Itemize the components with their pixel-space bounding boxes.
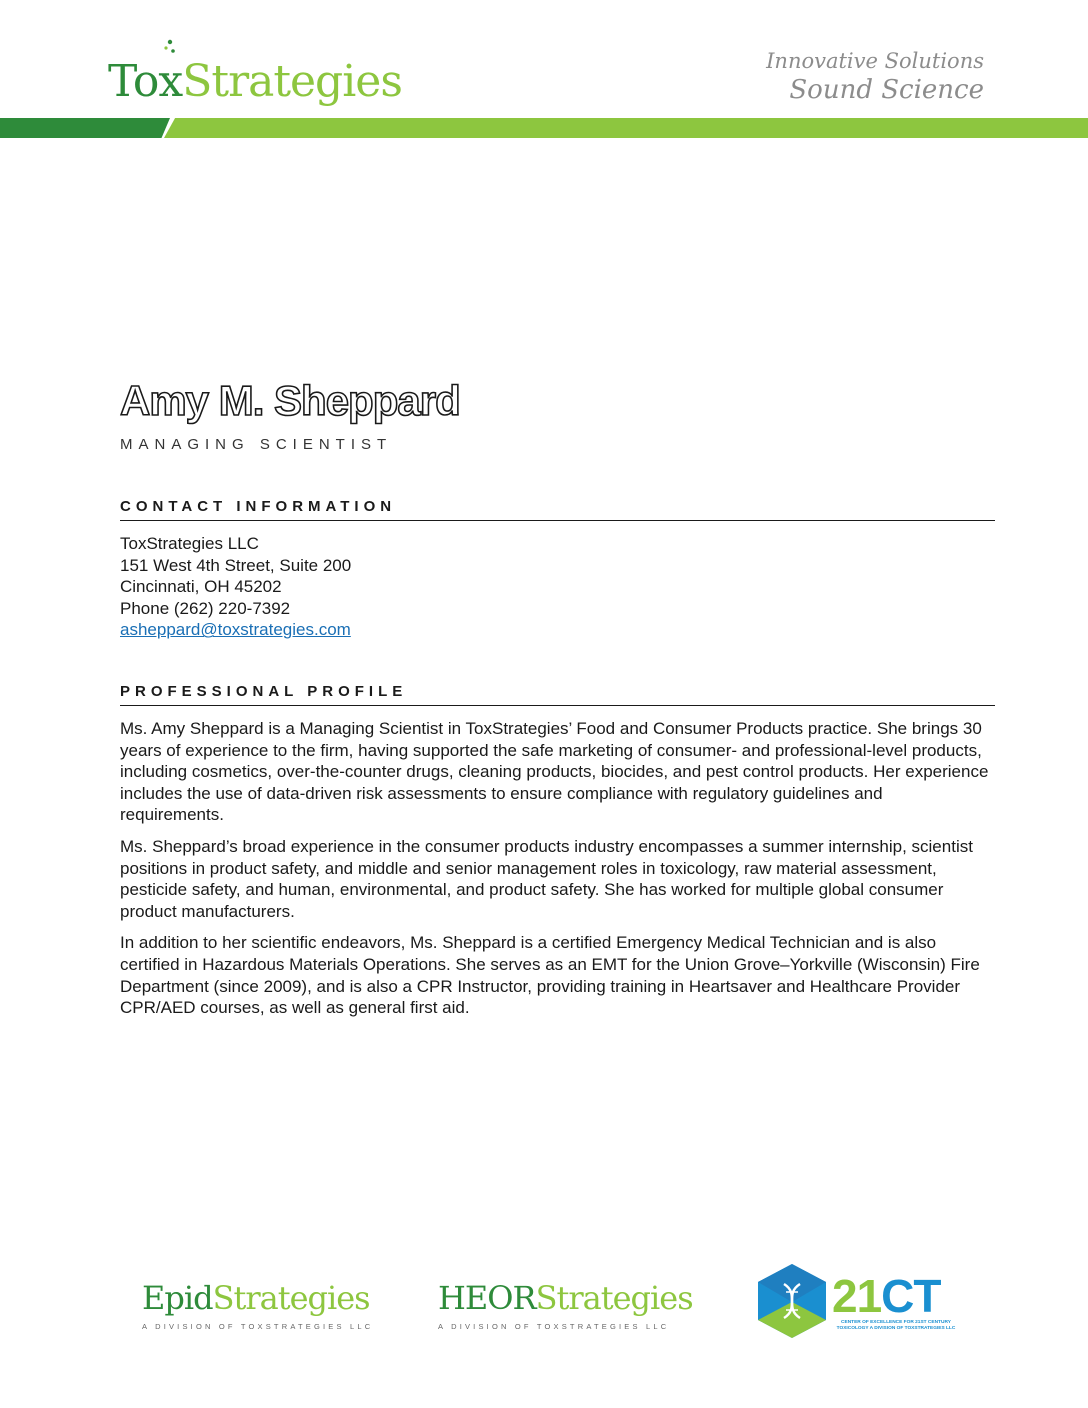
profile-paragraph: In addition to her scientific endeavors, Ms. Sheppard is a certified Emergency Medical Technician and is also certified in Hazardous Materials Operations. She serves as an EMT for the Union Grove–Yorkville (Wisconsin) Fire Department (since 2009), and is also a CPR Instructor, providing training in Heartsaver and Healthcare Provider CPR/AED courses, as well as general first aid. — [120, 933, 980, 1018]
heor-division: A DIVISION OF TOXSTRATEGIES LLC — [438, 1322, 670, 1331]
21ct-wordmark — [832, 1272, 941, 1320]
logo-dots-icon — [160, 38, 180, 56]
contact-phone: Phone (262) 220-7392 — [120, 598, 291, 618]
heor-part-1: HEOR — [438, 1279, 536, 1317]
person-title: MANAGING SCIENTIST — [120, 436, 393, 453]
contact-heading: CONTACT INFORMATION — [120, 498, 995, 521]
21ct-subtitle: CENTER OF EXCELLENCE FOR 21ST CENTURY TOXICOLOGY A DIVISION OF TOXSTRATEGIES LLC — [836, 1320, 956, 1331]
tagline-line-1: Innovative Solutions — [766, 49, 984, 73]
profile-paragraph: Ms. Sheppard’s broad experience in the consumer products industry encompasses a summer internship, scientist positions in product safety, and middle and senior management roles in toxicology, raw material assessment, pesticide safety, and human, environmental, and product safety. She has worked for multiple global consumer product manufacturers. — [120, 836, 973, 921]
epid-division: A DIVISION OF TOXSTRATEGIES LLC — [142, 1322, 374, 1331]
toxstrategies-logo — [108, 44, 402, 107]
contact-block — [120, 533, 351, 641]
21ct-number: 21 — [832, 1270, 882, 1322]
tagline-line-2: Sound Science — [789, 75, 984, 105]
contact-email-link[interactable]: asheppard@toxstrategies.com — [120, 620, 351, 640]
contact-address-2: Cincinnati, OH 45202 — [120, 577, 282, 597]
profile-paragraph: Ms. Amy Sheppard is a Managing Scientist in ToxStrategies’ Food and Consumer Products practice. She brings 30 years of experience to the firm, having supported the safe marketing of consumer- and professional-level products, including cosmetics, over-the-counter drugs, cleaning products, biocides, and pest control products. Her experience includes the use of data-driven risk assessments to ensure compliance with regulatory guidelines and requirements. — [120, 719, 989, 825]
logo-part-strategies: Strategies — [182, 56, 402, 107]
epidstrategies-logo — [142, 1278, 373, 1331]
heorstrategies-logo — [438, 1278, 693, 1331]
header-band-light — [164, 118, 1088, 138]
profile-body — [120, 718, 990, 1029]
contact-company: ToxStrategies LLC — [120, 534, 259, 553]
tagline — [766, 48, 984, 106]
epid-part-1: Epid — [142, 1279, 213, 1317]
contact-address-1: 151 West 4th Street, Suite 200 — [120, 555, 352, 575]
profile-heading: PROFESSIONAL PROFILE — [120, 683, 995, 706]
header-band-dark — [0, 118, 170, 138]
21ct-letters: CT — [881, 1270, 941, 1322]
logo-part-tox: Tox — [108, 56, 183, 107]
epid-part-2: Strategies — [212, 1279, 370, 1317]
person-name: Amy M. Sheppard — [120, 377, 460, 424]
heor-part-2: Strategies — [535, 1279, 693, 1317]
